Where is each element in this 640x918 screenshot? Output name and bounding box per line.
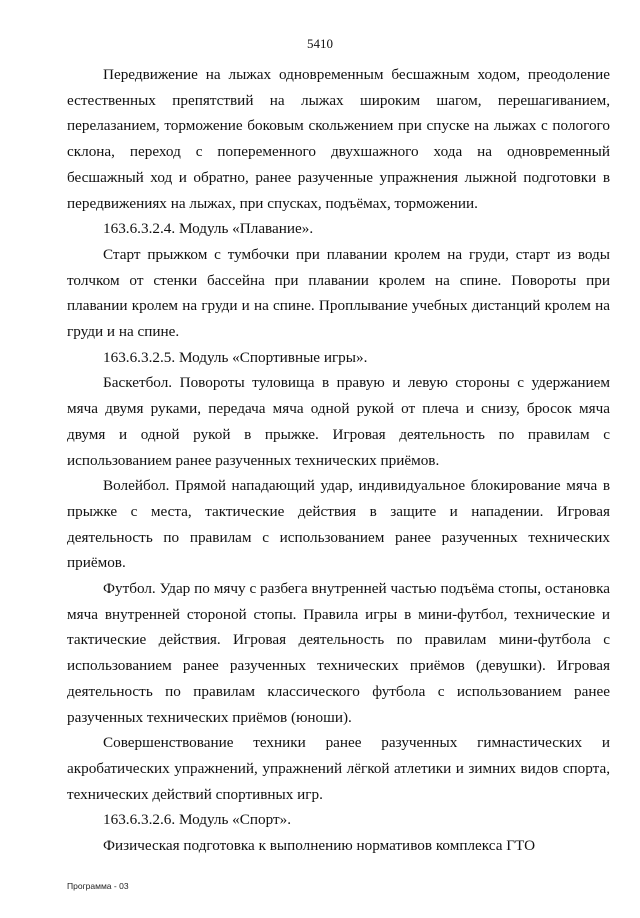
- page-number: 5410: [307, 36, 333, 51]
- heading-module-sport: 163.6.3.2.6. Модуль «Спорт».: [103, 811, 292, 829]
- paragraph-technique-improvement: Совершенствование техники ранее разученных гимнастических и акробатических упражнений, упражнений лёгкой атлетики и зимних видов спорта, технических действий спортивных игр.: [67, 734, 610, 803]
- footer-label: Программа - 03: [67, 881, 129, 891]
- paragraph-basketball: Баскетбол. Повороты туловища в правую и левую стороны с удержанием мяча двумя руками, передача мяча одной рукой от плеча и снизу, бросок мяча двумя и одной рукой в прыжке. Игровая деятельность по правилам с использованием ранее разученных технических приёмов.: [67, 374, 610, 469]
- heading-module-swimming: 163.6.3.2.4. Модуль «Плавание».: [103, 220, 314, 238]
- paragraph-ski-movement: Передвижение на лыжах одновременным бесшажным ходом, преодоление естественных препятствий на лыжах широким шагом, перешагиванием, перелазанием, торможение боковым скольжением при спуске на лыжах с пологого склона, переход с попеременного двухшажного хода на одновременный бесшажный ход и обратно, ранее разученные упражнения лыжной подготовки в передвижениях на лыжах, при спусках, подъёмах, торможении.: [67, 66, 610, 212]
- document-body: [67, 62, 610, 859]
- paragraph-swimming: Старт прыжком с тумбочки при плавании кролем на груди, старт из воды толчком от стенки бассейна при плавании кролем на спине. Повороты при плавании кролем на груди и на спине. Проплывание учебных дистанций кролем на груди и на спине.: [67, 245, 610, 341]
- heading-module-sport-games: 163.6.3.2.5. Модуль «Спортивные игры».: [103, 348, 368, 366]
- paragraph-football: Футбол. Удар по мячу с разбега внутренней частью подъёма стопы, остановка мяча внутренней стороной стопы. Правила игры в мини-футбол, технические и тактические действия. Игровая деятельность по правилам мини-футбола с использованием ранее разученных технических приёмов (девушки). Игровая деятельность по правилам классического футбола с использованием ранее разученных технических приёмов (юноши).: [67, 580, 610, 726]
- paragraph-gto-preparation: Физическая подготовка к выполнению нормативов комплекса ГТО: [103, 837, 536, 855]
- paragraph-volleyball: Волейбол. Прямой нападающий удар, индивидуальное блокирование мяча в прыжке с места, тактические действия в защите и нападении. Игровая деятельность по правилам с использованием ранее разученных технических приёмов.: [67, 477, 610, 572]
